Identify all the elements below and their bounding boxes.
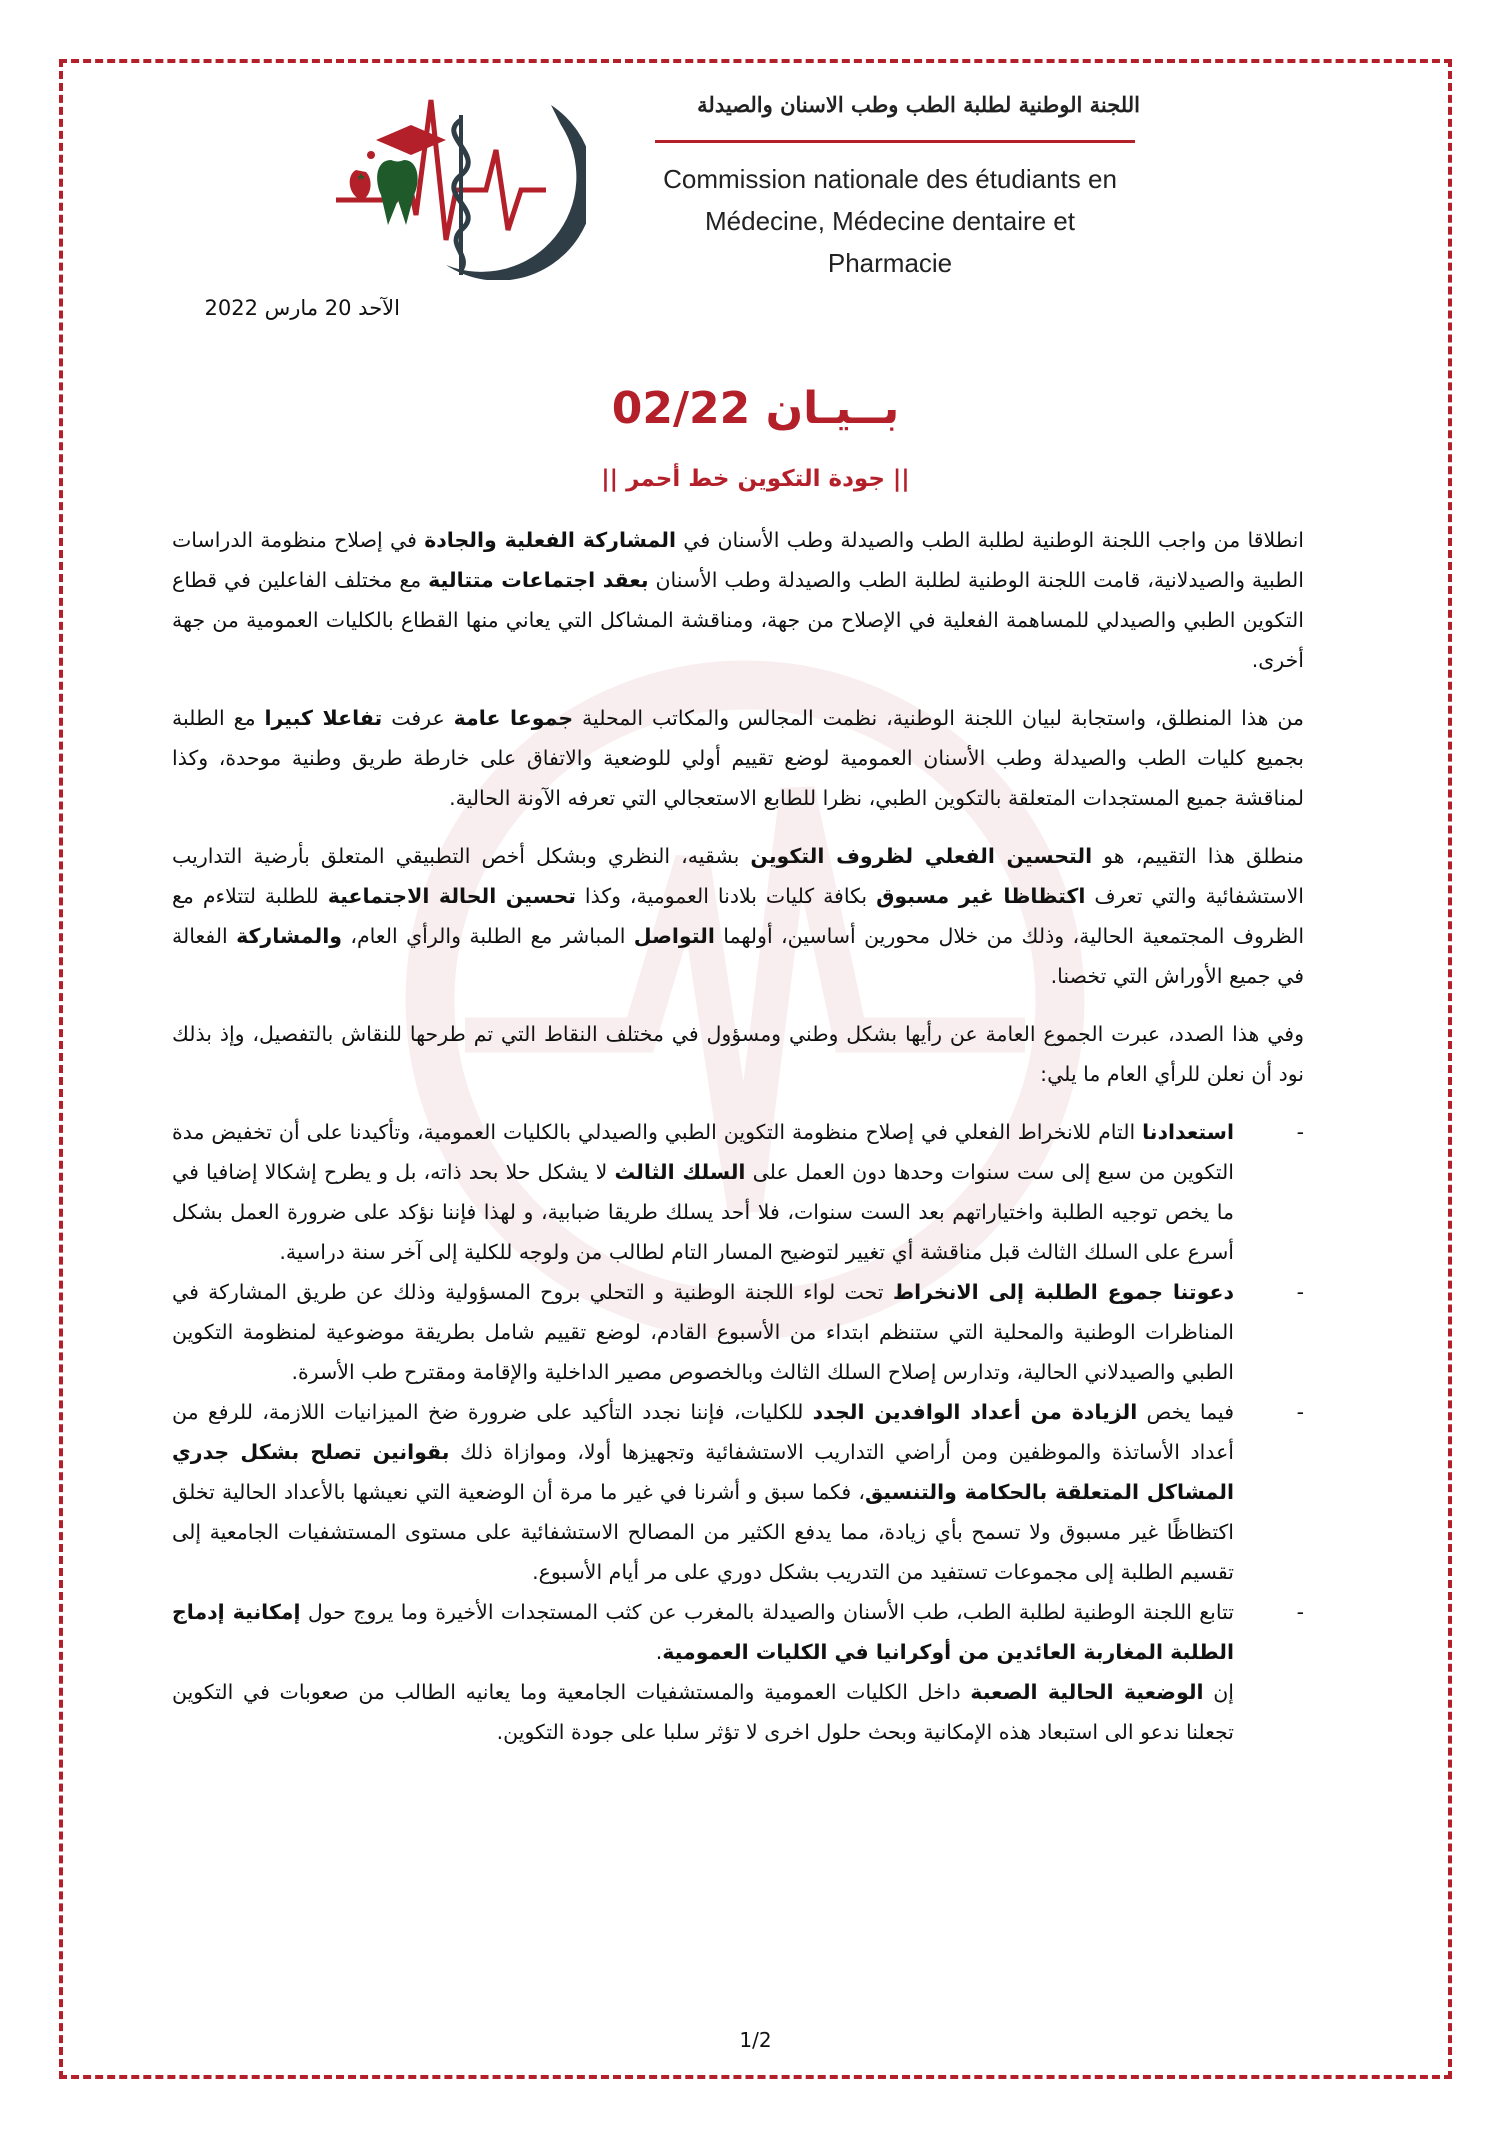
emphasis: استعدادنا bbox=[1142, 1120, 1234, 1144]
emphasis: والمشاركة bbox=[236, 924, 342, 948]
emphasis: السلك الثالث bbox=[614, 1160, 746, 1184]
organization-logo bbox=[336, 80, 586, 280]
org-name-french-line-2: Médecine, Médecine dentaire et bbox=[704, 206, 1075, 236]
emphasis: بقوانين تصلح بشكل جدري المشاكل المتعلقة بالحكامة والتنسيق bbox=[172, 1440, 1235, 1504]
closing-paragraph bbox=[172, 1672, 1304, 1752]
org-name-arabic: اللجنة الوطنية لطلبة الطب وطب الاسنان والصيدلة bbox=[697, 92, 1140, 117]
text: من هذا المنطلق، واستجابة لبيان اللجنة الوطنية، نظمت المجالس والمكاتب المحلية bbox=[573, 706, 1304, 730]
emphasis: اكتظاظا غير مسبوق bbox=[876, 884, 1086, 908]
statement-list bbox=[172, 1112, 1304, 1672]
document-date: الآحد 20 مارس 2022 bbox=[204, 296, 400, 320]
list-item bbox=[172, 1112, 1304, 1272]
emphasis: المشاركة الفعلية والجادة bbox=[424, 528, 676, 552]
text: إن bbox=[1203, 1680, 1234, 1704]
text: . bbox=[655, 1640, 663, 1664]
text: انطلاقا من واجب اللجنة الوطنية لطلبة الطب والصيدلة وطب الأسنان في bbox=[675, 528, 1305, 552]
text: للكليات، فإننا نجدد التأكيد على ضرورة ضخ الميزانيات اللازمة، للرفع من أعداد الأساتذة والموظفين ومن أراضي التداريب الاستشفائية وتجهيزها أولا، وموازاة ذلك bbox=[172, 1400, 1234, 1464]
header-divider bbox=[655, 140, 1135, 143]
emphasis: التواصل bbox=[633, 924, 715, 948]
paragraph-4: وفي هذا الصدد، عبرت الجموع العامة عن رأيها بشكل وطني ومسؤول في مختلف النقاط التي تم طرحها للنقاش بالتفصيل، وإذ بذلك نود أن نعلن للرأي العام ما يلي: bbox=[172, 1022, 1304, 1086]
emphasis: تفاعلا كبيرا bbox=[264, 706, 383, 730]
document-body bbox=[172, 520, 1304, 1770]
text: المباشر مع الطلبة والرأي العام، bbox=[342, 924, 634, 948]
text: بشقيه، النظري وبشكل أخص التطبيقي المتعلق بأرضية التداريب الاستشفائية والتي تعرف bbox=[172, 844, 1304, 908]
emphasis: الوضعية الحالية الصعبة bbox=[970, 1680, 1204, 1704]
text: منطلق هذا التقييم، هو bbox=[1092, 844, 1304, 868]
page-number: 1/2 bbox=[739, 2028, 772, 2052]
org-name-french-line-3: Pharmacie bbox=[827, 248, 953, 278]
emphasis: الزيادة من أعداد الوافدين الجدد bbox=[812, 1400, 1138, 1424]
text: الفعالة في جميع الأوراش التي تخصنا. bbox=[172, 924, 1304, 988]
list-item bbox=[172, 1392, 1304, 1592]
text: تتابع اللجنة الوطنية لطلبة الطب، طب الأسنان والصيدلة بالمغرب عن كثب المستجدات الأخيرة وما يروج حول bbox=[300, 1600, 1235, 1624]
document-subtitle: || جودة التكوين خط أحمر || bbox=[601, 466, 910, 492]
emphasis: جموعا عامة bbox=[453, 706, 574, 730]
text: داخل الكليات العمومية والمستشفيات الجامعية وما يعانيه الطالب من صعوبات في التكوين تجعلنا ندعو الى استبعاد هذه الإمكانية وبحث حلول اخرى لا تؤثر سلبا على جودة التكوين. bbox=[172, 1680, 1234, 1744]
paragraph-3 bbox=[172, 836, 1304, 996]
list-item bbox=[172, 1272, 1304, 1392]
emphasis: التحسين الفعلي لظروف التكوين bbox=[750, 844, 1093, 868]
text: لا يشكل حلا بحد ذاته، بل و يطرح إشكالا إضافيا في ما يخص توجيه الطلبة واختياراتهم بعد الست سنوات، فلا أحد يسلك طريقا ضبابية، و لهذا فإننا نؤكد على ضرورة العمل بشكل أسرع على السلك الثالث قبل مناقشة أي تغيير لتوضيح المسار التام لطالب من ولوجه للكلية إلى آخر سنة دراسية. bbox=[172, 1160, 1234, 1264]
text: عرفت bbox=[382, 706, 454, 730]
document-title: بــيـان 02/22 bbox=[611, 383, 900, 434]
text: للطلبة لتتلاءم مع الظروف المجتمعية الحالية، وذلك من خلال محورين أساسين، أولهما bbox=[172, 884, 1305, 948]
org-name-french-line-1: Commission nationale des étudiants en bbox=[663, 164, 1117, 194]
emphasis: تحسين الحالة الاجتماعية bbox=[327, 884, 576, 908]
text: في إصلاح منظومة الدراسات الطبية والصيدلانية، قامت اللجنة الوطنية لطلبة الطب والصيدلة وطب الأسنان bbox=[172, 528, 1304, 592]
text: بكافة كليات بلادنا العمومية، وكذا bbox=[575, 884, 877, 908]
text: فيما يخص bbox=[1137, 1400, 1234, 1424]
paragraph-1 bbox=[172, 520, 1304, 680]
list-item bbox=[172, 1592, 1304, 1672]
paragraph-2 bbox=[172, 698, 1304, 818]
emphasis: بعقد اجتماعات متتالية bbox=[428, 568, 649, 592]
emphasis: إمكانية إدماج الطلبة المغاربة العائدين من أوكرانيا في الكليات العمومية bbox=[172, 1600, 1234, 1664]
org-name-french bbox=[620, 158, 1160, 284]
text: مع الطلبة بجميع كليات الطب والصيدلة وطب الأسنان العمومية لوضع تقييم أولي للوضعية والاتفاق على خارطة طريق وطنية موحدة، وكذا لمناقشة جميع المستجدات المتعلقة بالتكوين الطبي، نظرا للطابع الاستعجالي التي تعرفه الآونة الحالية. bbox=[172, 706, 1304, 810]
emphasis: دعوتنا جموع الطلبة إلى الانخراط bbox=[892, 1280, 1234, 1304]
text: مع مختلف الفاعلين في قطاع التكوين الطبي والصيدلي للمساهمة الفعلية في الإصلاح من جهة، ومناقشة المشاكل التي يعاني منها القطاع بالكليات العمومية من جهة أخرى. bbox=[172, 568, 1304, 672]
text: تحت لواء اللجنة الوطنية و التحلي بروح المسؤولية وذلك عن طريق المشاركة في المناظرات الوطنية والمحلية التي ستنظم ابتداء من الأسبوع القادم، لوضع تقييم شامل بطريقة موضوعية لمنظومة التكوين الطبي والصيدلاني الحالية، وتدارس إصلاح السلك الثالث وبالخصوص مصير الداخلية والإقامة ومقترح طب الأسرة. bbox=[172, 1280, 1234, 1384]
text: ، فكما سبق و أشرنا في غير ما مرة أن الوضعية التي نعيشها بالأعداد الحالية تخلق اكتظاظًا غير مسبوق ولا تسمح بأي زيادة، مما يدفع الكثير من المصالح الاستشفائية على مستوى المستشفيات الجامعية إلى تقسيم الطلبة إلى مجموعات تستفيد من التدريب بشكل دوري على مر أيام الأسبوع. bbox=[172, 1480, 1234, 1584]
text: التام للانخراط الفعلي في إصلاح منظومة التكوين الطبي والصيدلي بالكليات العمومية، وتأكيدنا على أن تخفيض مدة التكوين من سبع إلى ست سنوات وحدها دون العمل على bbox=[172, 1120, 1234, 1184]
